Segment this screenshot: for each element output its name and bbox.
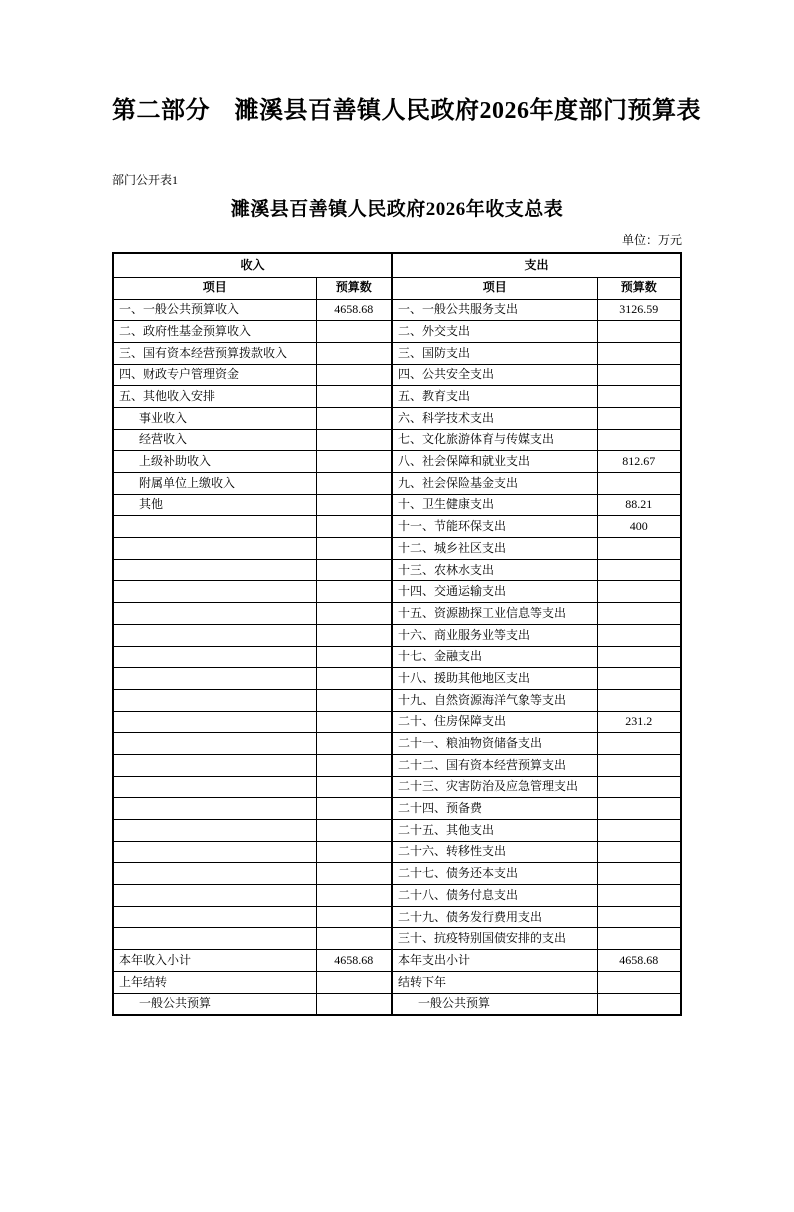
income-value-cell [316,473,392,495]
income-value-cell [316,841,392,863]
table-row [113,494,681,516]
income-item-cell [113,516,316,538]
table-row [113,321,681,343]
table-row [113,386,681,408]
table-row [113,798,681,820]
table-row [113,950,681,972]
expense-value-cell [597,624,681,646]
table-row [113,407,681,429]
expense-item-cell: 二十一、粮油物资储备支出 [392,733,597,755]
expense-value-cell [597,473,681,495]
expense-item-cell: 二十五、其他支出 [392,820,597,842]
expense-value-cell [597,993,681,1015]
expense-value-cell [597,668,681,690]
expense-value-cell [597,906,681,928]
expense-value-cell [597,820,681,842]
table-row [113,993,681,1015]
expense-item-cell: 十七、金融支出 [392,646,597,668]
table-title: 濉溪县百善镇人民政府2026年收支总表 [230,199,564,220]
expense-item-cell: 十一、节能环保支出 [392,516,597,538]
table-row [113,299,681,321]
page-content [112,90,701,1016]
expense-item-cell: 四、公共安全支出 [392,364,597,386]
income-value-cell [316,820,392,842]
income-item-cell: 五、其他收入安排 [113,386,316,408]
table-row [113,928,681,950]
expense-value-cell [597,885,681,907]
expense-value-cell [597,863,681,885]
budget-table [112,252,682,1016]
income-item-cell [113,559,316,581]
expense-value-cell [597,342,681,364]
income-item-cell: 二、政府性基金预算收入 [113,321,316,343]
table-row [113,624,681,646]
table-row [113,342,681,364]
expense-item-cell: 十四、交通运输支出 [392,581,597,603]
income-value-cell [316,407,392,429]
income-item-cell: 本年收入小计 [113,950,316,972]
expense-value-cell [597,364,681,386]
income-value-cell [316,928,392,950]
table-row [113,559,681,581]
income-value-cell [316,689,392,711]
table-row [113,516,681,538]
expense-item-cell: 十二、城乡社区支出 [392,538,597,560]
table-row [113,473,681,495]
income-item-cell [113,863,316,885]
expense-item-cell: 十八、援助其他地区支出 [392,668,597,690]
income-item-cell: 其他 [113,494,316,516]
table-row [113,429,681,451]
expense-item-cell: 三十、抗疫特别国债安排的支出 [392,928,597,950]
income-value-cell [316,863,392,885]
expense-item-cell: 七、文化旅游体育与传媒支出 [392,429,597,451]
income-value-cell [316,776,392,798]
expense-value-cell [597,928,681,950]
expense-value-cell [597,429,681,451]
expense-item-cell: 八、社会保障和就业支出 [392,451,597,473]
income-value-cell [316,538,392,560]
expense-budget-header: 预算数 [597,277,681,299]
expense-value-cell [597,538,681,560]
income-item-cell [113,820,316,842]
income-item-cell [113,733,316,755]
table-row [113,776,681,798]
expense-value-cell [597,603,681,625]
expense-item-cell: 二十九、债务发行费用支出 [392,906,597,928]
expense-item-cell: 十、卫生健康支出 [392,494,597,516]
expense-value-cell [597,776,681,798]
income-value-cell [316,646,392,668]
income-item-cell [113,841,316,863]
expense-item-cell: 三、国防支出 [392,342,597,364]
table-row [113,603,681,625]
income-item-cell [113,776,316,798]
income-item-cell: 事业收入 [113,407,316,429]
table-row [113,711,681,733]
income-value-cell [316,429,392,451]
expense-item-header: 项目 [392,277,597,299]
table-row [113,885,681,907]
income-value-cell [316,321,392,343]
expense-value-cell [597,841,681,863]
expense-item-cell: 十五、资源勘探工业信息等支出 [392,603,597,625]
income-item-cell: 四、财政专户管理资金 [113,364,316,386]
table-row [113,581,681,603]
expense-item-cell: 二十四、预备费 [392,798,597,820]
income-item-cell [113,646,316,668]
expense-item-cell: 六、科学技术支出 [392,407,597,429]
expense-value-cell: 88.21 [597,494,681,516]
expense-item-cell: 结转下年 [392,971,597,993]
income-item-cell [113,928,316,950]
expense-value-cell [597,321,681,343]
income-value-cell [316,798,392,820]
table-row [113,733,681,755]
table-row [113,863,681,885]
income-item-cell [113,689,316,711]
expense-value-cell [597,733,681,755]
expense-value-cell [597,754,681,776]
expense-item-cell: 一般公共预算 [392,993,597,1015]
expense-item-cell: 十九、自然资源海洋气象等支出 [392,689,597,711]
expense-item-cell: 十三、农林水支出 [392,559,597,581]
income-value-cell: 4658.68 [316,299,392,321]
page-title: 第二部分 濉溪县百善镇人民政府2026年度部门预算表 [112,98,701,124]
income-item-cell [113,798,316,820]
expense-item-cell: 二十七、债务还本支出 [392,863,597,885]
table-row [113,646,681,668]
column-header-row [113,277,681,299]
unit-note: 单位：万元 [621,233,682,247]
expense-item-cell: 二十、住房保障支出 [392,711,597,733]
income-value-cell [316,559,392,581]
income-value-cell [316,603,392,625]
income-item-header: 项目 [113,277,316,299]
expense-value-cell [597,971,681,993]
expense-item-cell: 本年支出小计 [392,950,597,972]
table-row [113,841,681,863]
table-row [113,754,681,776]
expense-item-cell: 二十二、国有资本经营预算支出 [392,754,597,776]
table-row [113,451,681,473]
income-item-cell [113,754,316,776]
income-item-cell: 一般公共预算 [113,993,316,1015]
income-value-cell [316,733,392,755]
expense-item-cell: 二十八、债务付息支出 [392,885,597,907]
income-item-cell [113,581,316,603]
income-item-cell: 上级补助收入 [113,451,316,473]
income-value-cell [316,754,392,776]
income-budget-header: 预算数 [316,277,392,299]
income-item-cell [113,711,316,733]
expense-value-cell [597,798,681,820]
income-item-cell [113,668,316,690]
expense-value-cell [597,386,681,408]
table-row [113,820,681,842]
expense-item-cell: 二十六、转移性支出 [392,841,597,863]
table-row [113,689,681,711]
income-value-cell [316,711,392,733]
income-item-cell: 上年结转 [113,971,316,993]
income-value-cell [316,993,392,1015]
income-value-cell [316,971,392,993]
expense-value-cell: 4658.68 [597,950,681,972]
income-item-cell [113,906,316,928]
income-value-cell [316,386,392,408]
expense-item-cell: 一、一般公共服务支出 [392,299,597,321]
income-value-cell [316,624,392,646]
income-value-cell [316,494,392,516]
expense-item-cell: 九、社会保险基金支出 [392,473,597,495]
expense-value-cell [597,689,681,711]
income-item-cell: 一、一般公共预算收入 [113,299,316,321]
expense-item-cell: 二、外交支出 [392,321,597,343]
expense-item-cell: 十六、商业服务业等支出 [392,624,597,646]
expense-item-cell: 二十三、灾害防治及应急管理支出 [392,776,597,798]
income-value-cell [316,342,392,364]
expense-value-cell [597,581,681,603]
table-label: 部门公开表1 [112,173,179,187]
expense-value-cell: 812.67 [597,451,681,473]
table-row [113,538,681,560]
expense-value-cell [597,646,681,668]
income-value-cell [316,885,392,907]
income-value-cell [316,516,392,538]
income-item-cell: 三、国有资本经营预算拨款收入 [113,342,316,364]
expense-item-cell: 五、教育支出 [392,386,597,408]
income-value-cell: 4658.68 [316,950,392,972]
income-item-cell [113,538,316,560]
income-item-cell [113,603,316,625]
income-value-cell [316,581,392,603]
expenditure-section-header: 支出 [392,253,681,277]
table-row [113,906,681,928]
expense-value-cell: 400 [597,516,681,538]
income-value-cell [316,451,392,473]
expense-value-cell [597,559,681,581]
income-item-cell [113,624,316,646]
section-header-row [113,253,681,277]
expense-value-cell: 3126.59 [597,299,681,321]
expense-value-cell: 231.2 [597,711,681,733]
income-item-cell [113,885,316,907]
expense-value-cell [597,407,681,429]
income-item-cell: 附属单位上缴收入 [113,473,316,495]
table-row [113,668,681,690]
income-value-cell [316,668,392,690]
table-row [113,364,681,386]
income-value-cell [316,906,392,928]
table-row [113,971,681,993]
income-value-cell [316,364,392,386]
income-section-header: 收入 [113,253,392,277]
income-item-cell: 经营收入 [113,429,316,451]
